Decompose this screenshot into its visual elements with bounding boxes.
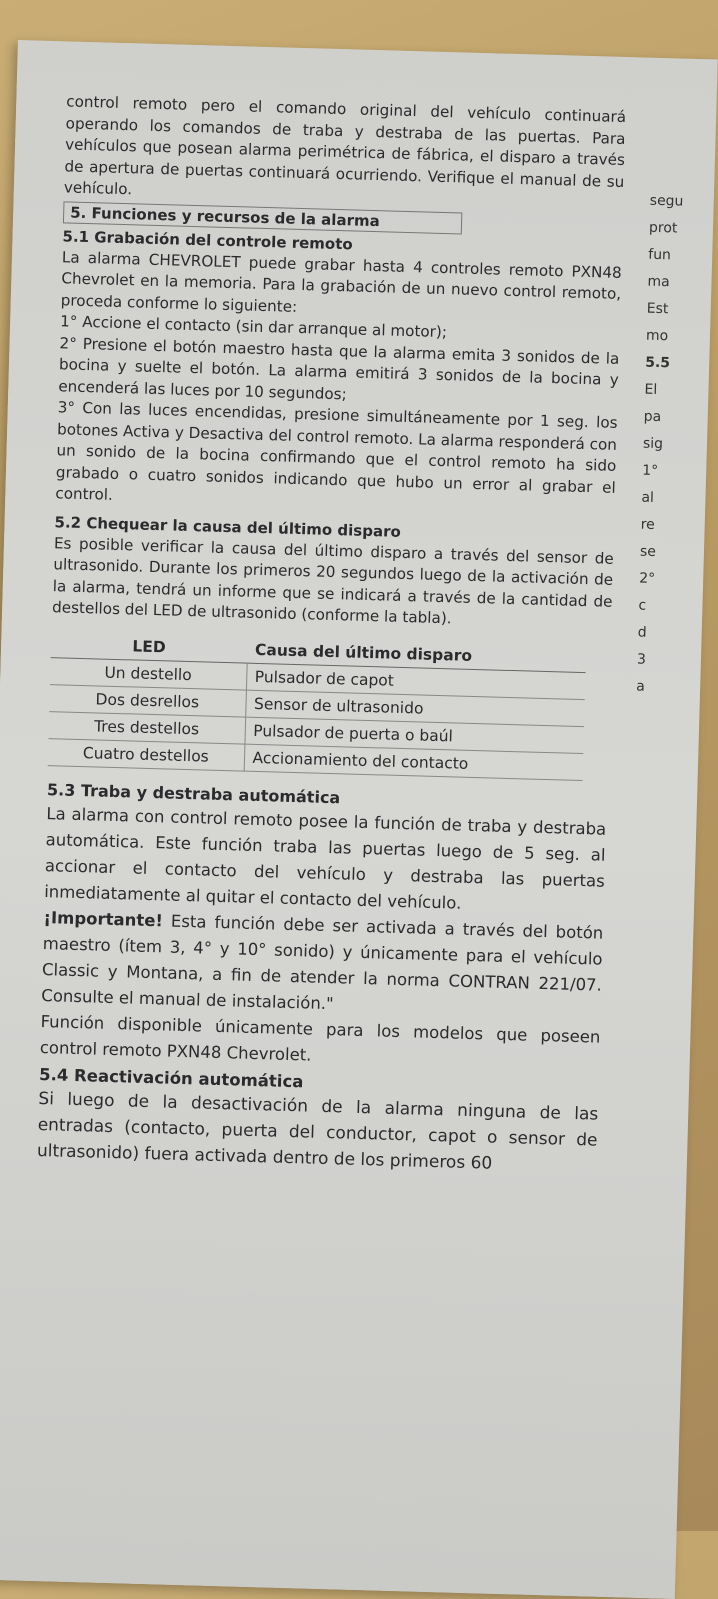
led-cause-table — [48, 631, 587, 781]
section-5-4-title: 5.4 Reactivación automática — [38, 1064, 304, 1091]
fragment: El — [644, 381, 658, 398]
fragment: ma — [647, 273, 670, 291]
table-cell-led: Un destello — [50, 657, 247, 689]
section-5-3-text: La alarma con control remoto posee la función de traba y destraba automática. Este función traba las puertas luego de 5 seg. al accionar el contacto del vehículo y destraba las puertas inmediatamente al quitar el contacto del vehículo. — [43, 803, 607, 913]
fragment: 2° — [638, 570, 656, 587]
fragment: a — [635, 678, 646, 695]
availability-note: Función disponible únicamente para los modelos que poseen control remoto PXN48 Chevrolet. — [39, 1011, 601, 1065]
next-page-fragments — [636, 188, 710, 702]
table-cell-cause: Accionamiento del contacto — [244, 744, 584, 780]
fragment: re — [640, 516, 655, 533]
fragment: pa — [643, 408, 662, 426]
table-header-led: LED — [51, 631, 248, 663]
section-5-title: 5. Funciones y recursos de la alarma — [63, 201, 462, 234]
step-1: 1° Accione el contacto (sin dar arranque al motor); — [59, 312, 448, 342]
important-note — [41, 905, 604, 1025]
section-5-3-title: 5.3 Traba y destraba automática — [46, 779, 341, 807]
fragment: segu — [649, 192, 684, 210]
table-cell-led: Cuatro destellos — [48, 738, 245, 770]
fragment: prot — [648, 219, 678, 237]
important-label: ¡Importante! — [43, 907, 164, 930]
fragment: c — [638, 597, 647, 614]
fragment: Est — [646, 300, 669, 318]
manual-page — [0, 40, 718, 1599]
section-5-2-text: Es posible verificar la causa del último disparo a través del sensor de ultrasonido. Durante los primeros 20 segundos luego de la activación de la alarma, tendrá un informe que se indicará a través de la cantidad de destellos del LED de ultrasonido (conforme la tabla). — [51, 533, 615, 628]
important-text: Esta función debe ser activada a través del botón maestro (ítem 3, 4° y 10° sonido) y únicamente para el vehículo Classic y Montana, a fin de atender la norma CONTRAN 221/07. Consulte el manual de instalación." — [41, 910, 604, 1013]
fragment: mo — [645, 327, 669, 345]
table-header-cause: Causa del último disparo — [247, 636, 587, 672]
step-3: 3° Con las luces encendidas, presione simultáneamente por 1 seg. los botones Activa y Desactiva del control remoto. La alarma responderá con un sonido de la bocina confirmando que el control remoto ha sido grabado o cuatro sonidos indicando que hubo un error al grabar el control. — [55, 398, 618, 504]
table-cell-cause: Pulsador de capot — [246, 663, 586, 699]
fragment: 5.5 — [645, 354, 671, 372]
fragment: d — [637, 624, 647, 641]
fragment: 3 — [636, 651, 647, 668]
fragment: se — [639, 543, 657, 561]
step-2: 2° Presione el botón maestro hasta que la alarma emita 3 sonidos de la bocina y suelte el botón. La alarma emitirá 3 sonidos de la bocina y encenderá las luces por 10 segundos; — [58, 333, 620, 403]
section-5-1-title: 5.1 Grabación del controle remoto — [62, 226, 353, 253]
intro-paragraph: control remoto pero el comando original del vehículo continuará operando los comandos de traba y destraba de las puertas. Para vehículos que posean alarma perimétrica de fábrica, el disparo a través de apertura de puertas continuará ocurriendo. Verifique el manual de su vehículo. — [63, 92, 627, 199]
table-cell-led: Tres destellos — [49, 711, 246, 743]
table-cell-led: Dos desrellos — [49, 684, 246, 716]
section-5-4-text: Si luego de la desactivación de la alarma ninguna de las entradas (contacto, puerta del conductor, capot o sensor de ultrasonido) fuera activada dentro de los primeros 60 — [36, 1088, 599, 1174]
fragment: 1° — [641, 462, 659, 480]
table-cell-cause: Sensor de ultrasonido — [245, 690, 585, 726]
section-5-2-title: 5.2 Chequear la causa del último disparo — [54, 512, 402, 541]
table-cell-cause: Pulsador de puerta o baúl — [244, 717, 584, 753]
fragment: sig — [642, 435, 664, 453]
page-content — [37, 91, 627, 1179]
fragment: fun — [648, 246, 672, 264]
fragment: al — [641, 489, 655, 506]
section-5-1-intro: La alarma CHEVROLET puede grabar hasta 4 controles remoto PXN48 Chevrolet en la memoria. Para la grabación de un nuevo control remoto, proceda conforme lo siguiente: — [60, 247, 622, 316]
